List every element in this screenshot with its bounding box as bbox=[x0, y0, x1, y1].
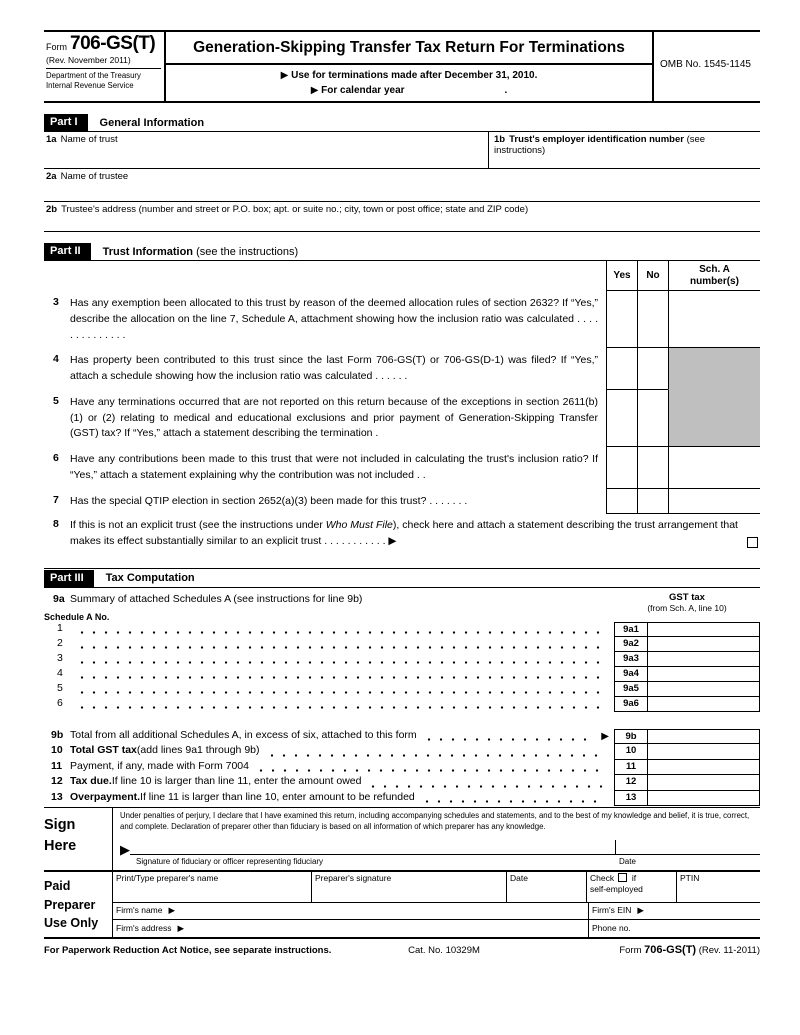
part1-title: General Information bbox=[99, 116, 205, 129]
schedule-a-row-6 bbox=[44, 697, 760, 712]
form-title: Generation-Skipping Transfer Tax Return For Terminations bbox=[166, 32, 652, 65]
schedule-a-row-1 bbox=[44, 622, 760, 637]
line-13-lead: Overpayment. bbox=[70, 790, 141, 803]
part1-badge: Part I bbox=[44, 114, 88, 131]
schedule-row-1-number: 1 bbox=[57, 621, 63, 634]
phone-label: Phone no. bbox=[592, 922, 631, 933]
sch-a-header-line2: number(s) bbox=[690, 275, 739, 287]
sign-here-label-line2: Here bbox=[44, 838, 77, 855]
schedule-row-4-number: 4 bbox=[57, 666, 63, 679]
line-9a6-amount-cell[interactable] bbox=[648, 697, 760, 712]
question-3-number: 3 bbox=[53, 296, 59, 308]
field-1a-number: 1a bbox=[46, 134, 57, 145]
question-3 bbox=[44, 291, 606, 348]
q5-sch-a-shaded-cell bbox=[668, 390, 760, 447]
yes-column-header: Yes bbox=[606, 261, 637, 291]
q6-no-cell[interactable] bbox=[637, 447, 668, 489]
line-13-text: If line 11 is larger than line 10, enter amount to be refunded bbox=[140, 790, 415, 803]
name-of-trustee-field[interactable] bbox=[44, 169, 760, 201]
line-13-amount-cell[interactable] bbox=[648, 791, 760, 807]
line-9a bbox=[44, 588, 614, 605]
footer-form-word: Form bbox=[619, 944, 642, 956]
q3-sch-a-cell[interactable] bbox=[668, 291, 760, 348]
preparer-date-field[interactable] bbox=[506, 872, 586, 902]
q4-yes-cell[interactable] bbox=[606, 348, 637, 390]
answers-header-row bbox=[44, 261, 760, 291]
line-12-number: 12 bbox=[51, 775, 63, 788]
line-12-amount-cell[interactable] bbox=[648, 775, 760, 791]
calendar-year-label: ▶ For calendar year bbox=[310, 85, 405, 96]
question-6-text: Have any contributions been made to this trust that were not included in calculating the trust's inclusion ratio? If “Yes,” attach a statement explaining why the contribution was not included . . bbox=[70, 453, 598, 481]
sch-a-header-line1: Sch. A bbox=[699, 263, 730, 275]
signature-date-input[interactable] bbox=[615, 840, 760, 855]
question-7-text: Has the special QTIP election in section 2652(a)(3) been made for this trust? . . . . . . . bbox=[70, 494, 468, 507]
q4-sch-a-shaded-cell bbox=[668, 348, 760, 390]
q7-no-cell[interactable] bbox=[637, 489, 668, 515]
trust-ein-field[interactable] bbox=[488, 132, 760, 168]
schedule-a-row-5 bbox=[44, 682, 760, 697]
paid-preparer-label bbox=[44, 872, 112, 937]
calendar-year-line bbox=[166, 81, 652, 101]
line-11-box: 11 bbox=[614, 760, 648, 776]
ptin-label: PTIN bbox=[680, 872, 700, 883]
answers-header-spacer bbox=[44, 261, 606, 291]
page-footer bbox=[44, 944, 760, 956]
paid-preparer-label-line1: Paid bbox=[44, 878, 71, 893]
line-12-lead: Tax due. bbox=[70, 775, 112, 788]
name-of-trust-field[interactable] bbox=[44, 132, 488, 168]
question-8-text-pre: If this is not an explicit trust (see the instructions under bbox=[70, 519, 326, 532]
preparer-row-1 bbox=[113, 872, 760, 903]
form-number-line bbox=[46, 33, 161, 55]
dot-leader bbox=[367, 779, 606, 788]
firm-ein-field[interactable] bbox=[588, 903, 760, 919]
dot-leader bbox=[76, 655, 606, 664]
footer-form-id bbox=[480, 944, 760, 956]
paid-preparer-label-line2: Preparer bbox=[44, 897, 96, 912]
part2-title-note: (see the instructions) bbox=[193, 245, 299, 258]
part3-badge: Part III bbox=[44, 570, 94, 587]
schedule-row-6-number: 6 bbox=[57, 696, 63, 709]
sch-a-column-header bbox=[668, 261, 760, 291]
form-word: Form bbox=[46, 42, 67, 52]
line-9a5-amount-cell[interactable] bbox=[648, 682, 760, 697]
preparer-signature-field[interactable] bbox=[311, 872, 506, 902]
sign-here-body bbox=[112, 808, 760, 870]
schedule-a-row-3 bbox=[44, 652, 760, 667]
question-8-row bbox=[44, 514, 760, 557]
q5-no-cell[interactable] bbox=[637, 390, 668, 447]
field-row-2a bbox=[44, 169, 760, 202]
question-8-number: 8 bbox=[53, 518, 59, 531]
line-9a-block bbox=[44, 588, 614, 622]
field-2b-number: 2b bbox=[46, 204, 58, 215]
part2-title bbox=[103, 246, 299, 258]
firm-ein-arrow-icon: ▶ bbox=[637, 905, 644, 916]
form-header bbox=[44, 30, 760, 103]
field-1b-label-note: (see instructions) bbox=[494, 134, 706, 156]
schedule-a-row-4 bbox=[44, 667, 760, 682]
q6-yes-cell[interactable] bbox=[606, 447, 637, 489]
line-10-lead: Total GST tax bbox=[70, 744, 137, 757]
preparer-signature-label: Preparer's signature bbox=[315, 872, 392, 883]
perjury-statement: Under penalties of perjury, I declare that I have examined this return, including accompanying schedules and statements, and to the best of my knowledge and belief, it is true, correct, and complete. Declaration of preparer other than fiduciary is based on all information of which preparer has any knowledge. bbox=[120, 811, 750, 831]
line-10-row bbox=[44, 744, 760, 760]
question-4-text: Has property been contributed to this trust since the last Form 706-GS(T) or 706-GS(D-1) was filed? If “Yes,” attach a schedule showing how the inclusion ratio was calculated . . . . . . bbox=[70, 354, 598, 382]
line-13-number: 13 bbox=[51, 790, 63, 803]
line-9a1-amount-cell[interactable] bbox=[648, 622, 760, 637]
line-9b-amount-cell[interactable] bbox=[648, 729, 760, 745]
field-1a-label: Name of trust bbox=[60, 134, 118, 145]
paid-preparer-section bbox=[44, 872, 760, 939]
firm-ein-label: Firm's EIN bbox=[592, 905, 632, 916]
dot-leader bbox=[76, 625, 606, 634]
preparer-row-3 bbox=[113, 920, 760, 937]
dot-leader bbox=[255, 763, 606, 772]
line-10-number: 10 bbox=[51, 744, 63, 757]
phone-field[interactable] bbox=[588, 920, 760, 937]
part3-title: Tax Computation bbox=[105, 572, 195, 585]
gst-tax-sublabel: (from Sch. A, line 10) bbox=[647, 602, 727, 613]
firm-address-arrow-icon: ▶ bbox=[177, 922, 185, 933]
line-9a5-box: 9a5 bbox=[614, 682, 648, 697]
question-6-number: 6 bbox=[53, 452, 59, 464]
preparer-name-label: Print/Type preparer's name bbox=[116, 872, 219, 883]
line-9a3-amount-cell[interactable] bbox=[648, 652, 760, 667]
paid-preparer-label-line3: Use Only bbox=[44, 916, 99, 931]
q8-checkbox[interactable] bbox=[747, 537, 758, 548]
use-note: ▶ Use for terminations made after December 31, 2010. bbox=[280, 70, 538, 81]
field-2a-label: Name of trustee bbox=[60, 171, 129, 182]
line-12-box: 12 bbox=[614, 775, 648, 791]
signature-caption-row bbox=[120, 855, 760, 867]
trustee-address-field[interactable] bbox=[44, 202, 760, 231]
line-9a2-amount-cell[interactable] bbox=[648, 637, 760, 652]
question-4-number: 4 bbox=[53, 353, 59, 366]
question-5-text: Have any terminations occurred that are not reported on this return because of the exceptions in section 2611(b)(1) or (2) relating to medical and educational exclusions and prior payment of Generation-Skipping Transfer (GST) tax? If “Yes,” attach a statement describing the termination . bbox=[70, 395, 598, 440]
footer-form-number: 706-GS(T) bbox=[644, 943, 697, 956]
dept-irs-label: Internal Revenue Service bbox=[46, 81, 134, 91]
preparer-date-label: Date bbox=[510, 872, 528, 883]
preparer-row-2 bbox=[113, 903, 760, 920]
q3-yes-cell[interactable] bbox=[606, 291, 637, 348]
q3-no-cell[interactable] bbox=[637, 291, 668, 348]
dot-leader bbox=[76, 640, 606, 649]
line-12-text: If line 10 is larger than line 11, enter the amount owed bbox=[111, 775, 362, 788]
line-9a-text: Summary of attached Schedules A (see instructions for line 9b) bbox=[70, 592, 363, 605]
question-5-row bbox=[44, 390, 760, 447]
paid-preparer-grid bbox=[112, 872, 760, 937]
dot-leader bbox=[76, 685, 606, 694]
question-8-text bbox=[70, 518, 760, 550]
dot-leader bbox=[76, 700, 606, 709]
calendar-year-period: . bbox=[504, 85, 508, 96]
ptin-field[interactable] bbox=[676, 872, 760, 902]
fiduciary-signature-input[interactable] bbox=[130, 840, 615, 855]
question-7-row bbox=[44, 489, 760, 515]
q6-sch-a-cell[interactable] bbox=[668, 447, 760, 489]
line-9b-arrow: ▶ bbox=[601, 731, 609, 742]
line-9b-box: 9b bbox=[614, 729, 648, 745]
part1-bar bbox=[44, 114, 760, 132]
dot-leader bbox=[266, 748, 607, 757]
trust-information-table bbox=[44, 261, 760, 557]
part2-bar bbox=[44, 243, 760, 261]
catalog-number: Cat. No. 10329M bbox=[408, 944, 480, 956]
line-12-row bbox=[44, 775, 760, 791]
question-8-text-post: ), check here and attach a statement describing the trust arrangement that makes its effect substantially similar to an explicit trust . . . . . . . . . . . ▶ bbox=[70, 519, 738, 547]
question-7 bbox=[44, 489, 606, 515]
q5-yes-cell[interactable] bbox=[606, 390, 637, 447]
question-4-row bbox=[44, 348, 760, 390]
sign-here-label bbox=[44, 808, 112, 870]
line-9a-number: 9a bbox=[53, 592, 65, 605]
form-number: 706-GS(T) bbox=[70, 33, 156, 54]
self-employed-checkbox[interactable] bbox=[618, 873, 627, 882]
line-13-box: 13 bbox=[614, 791, 648, 807]
schedule-row-2-number: 2 bbox=[57, 636, 63, 649]
signature-row bbox=[120, 839, 760, 855]
line-9a4-box: 9a4 bbox=[614, 667, 648, 682]
preparer-name-field[interactable] bbox=[113, 872, 311, 902]
signature-date-label: Date bbox=[619, 856, 636, 866]
firm-name-label: Firm's name bbox=[116, 905, 163, 916]
firm-address-field[interactable] bbox=[113, 920, 588, 937]
check-label-mid: if bbox=[631, 872, 637, 883]
question-3-text: Has any exemption been allocated to this trust by reason of the deemed allocation rules of section 2632? If “Yes,” describe the allocation on the line 7, Schedule A, attachment showing how the inclusion ratio was calculated . . . . . . . . . . . . . . bbox=[70, 297, 598, 341]
field-2a-number: 2a bbox=[46, 171, 57, 182]
schedule-row-5-number: 5 bbox=[57, 681, 63, 694]
firm-name-field[interactable] bbox=[113, 903, 588, 919]
line-10-box: 10 bbox=[614, 744, 648, 760]
line-9b-row bbox=[44, 729, 760, 745]
question-6-row bbox=[44, 447, 760, 489]
check-label-bottom: self-employed bbox=[590, 884, 643, 895]
field-1b-label: Trust's employer identification number bbox=[509, 134, 684, 145]
field-row-1 bbox=[44, 132, 760, 169]
dot-leader bbox=[421, 794, 606, 803]
part2-badge: Part II bbox=[44, 243, 91, 260]
gst-tax-column-header bbox=[614, 588, 760, 622]
line-10-amount-cell[interactable] bbox=[648, 744, 760, 760]
agency-block bbox=[46, 68, 161, 91]
line-11-row bbox=[44, 760, 760, 776]
tax-computation-header bbox=[44, 588, 760, 622]
part2-title-main: Trust Information bbox=[102, 245, 194, 258]
line-9b-text: Total from all additional Schedules A, in excess of six, attached to this form bbox=[70, 728, 417, 741]
gst-tax-label: GST tax bbox=[669, 591, 705, 603]
line-11-amount-cell[interactable] bbox=[648, 760, 760, 776]
self-employed-check-cell bbox=[586, 872, 676, 902]
dot-leader bbox=[423, 732, 594, 741]
firm-address-label: Firm's address bbox=[116, 922, 172, 933]
line-9a6-box: 9a6 bbox=[614, 697, 648, 712]
q4-no-cell[interactable] bbox=[637, 348, 668, 390]
form-id-block bbox=[44, 32, 166, 101]
question-7-number: 7 bbox=[53, 493, 59, 506]
q7-sch-a-cell[interactable] bbox=[668, 489, 760, 515]
line-10-text: (add lines 9a1 through 9b) bbox=[136, 744, 260, 757]
signature-arrow-icon: ▶ bbox=[120, 841, 130, 857]
question-8-who-must-file: Who Must File bbox=[325, 519, 393, 532]
question-5-number: 5 bbox=[53, 394, 59, 407]
part3-bar bbox=[44, 568, 760, 588]
dept-treasury-label: Department of the Treasury bbox=[46, 71, 141, 80]
dot-leader bbox=[76, 670, 606, 679]
check-label-pre: Check bbox=[590, 872, 615, 883]
schedule-a-row-2 bbox=[44, 637, 760, 652]
line-13-row bbox=[44, 791, 760, 807]
question-3-row bbox=[44, 291, 760, 348]
field-2b-label: Trustee's address (number and street or P.O. box; apt. or suite no.; city, town or post office; state and ZIP code) bbox=[61, 204, 529, 215]
sign-here-section bbox=[44, 807, 760, 872]
field-row-2b bbox=[44, 202, 760, 232]
paperwork-notice: For Paperwork Reduction Act Notice, see separate instructions. bbox=[44, 944, 332, 956]
line-9a3-box: 9a3 bbox=[614, 652, 648, 667]
part3-gap bbox=[44, 712, 760, 729]
schedule-a-no-label: Schedule A No. bbox=[44, 611, 110, 622]
question-4 bbox=[44, 348, 606, 390]
line-9b-number: 9b bbox=[51, 728, 64, 741]
form-title-block bbox=[166, 32, 652, 101]
question-5 bbox=[44, 390, 606, 447]
signature-caption: Signature of fiduciary or officer representing fiduciary bbox=[136, 856, 324, 866]
line-11-number: 11 bbox=[51, 759, 63, 772]
line-11-text: Payment, if any, made with Form 7004 bbox=[70, 759, 249, 772]
form-revision: (Rev. November 2011) bbox=[46, 55, 131, 65]
line-9a2-box: 9a2 bbox=[614, 637, 648, 652]
omb-number: OMB No. 1545-1145 bbox=[652, 32, 760, 101]
line-9a1-box: 9a1 bbox=[614, 622, 648, 637]
footer-form-rev: (Rev. 11-2011) bbox=[698, 944, 760, 956]
firm-name-arrow-icon: ▶ bbox=[168, 905, 176, 916]
no-column-header: No bbox=[637, 261, 668, 291]
q7-yes-cell[interactable] bbox=[606, 489, 637, 515]
field-1b-number: 1b bbox=[494, 134, 506, 145]
line-9a4-amount-cell[interactable] bbox=[648, 667, 760, 682]
question-6 bbox=[44, 447, 606, 489]
sign-here-label-line1: Sign bbox=[44, 817, 76, 834]
schedule-row-3-number: 3 bbox=[57, 651, 63, 664]
